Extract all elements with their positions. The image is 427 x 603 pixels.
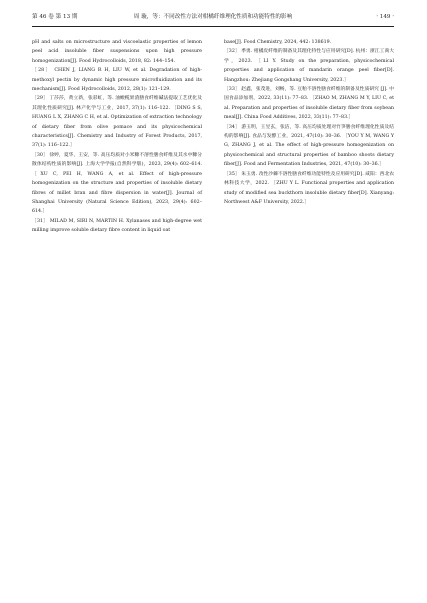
reference-entry: ［31］ MILAD M, SIRI N, MARTIN H. Xylanases and high-degree wet milling improve soluble dietary fibre content in liquid oat: [32, 218, 202, 234]
running-header: [32, 10, 394, 24]
reference-entry: ［33］ 赵鑫，张茂进，刘畅，等. 豆粕不溶性膳食纤维的制备及性质研究 [J]. 中国食品添加剂，2022, 33(11): 77–83. ［ZHAO M, ZHANG M Y, LIU C, et al. Preparation and properties of insoluble dietary fiber from soybean meal[J]. China Food Additives, 2022, 33(11): 77–83.］: [224, 87, 394, 121]
reference-entry: ［29］ 丁莎莎，黄立新，张彩虹，等. 油橄榄果渣膳食纤维碱法提取工艺优化及其理化性质研究[J]. 林产化学与工业，2017, 37(1): 116–122. ［DING S S, HUANG L X, ZHANG C H, et al. Optimization of extraction technology of dietary fiber from olive pomace and its physicochemical characteristics[J]. Chemistry and Industry of Forest Products, 2017, 37(1): 116–122.］: [32, 96, 202, 149]
references-right-column: [224, 38, 394, 207]
references-left-column: [32, 38, 202, 236]
header-divider: [32, 26, 394, 27]
reference-entry: base[J]. Food Chemistry, 2024, 442: 138619.: [224, 40, 332, 45]
reference-entry: ［28］ CHEN J, LIANG R H, LIU W, et al. Degradation of high-methoxyl pectin by dynamic high pressure microfluidization and its mechanism[J]. Food Hydrocolloids, 2012, 28(1): 121–129.: [32, 68, 202, 93]
reference-entry: ［32］ 季勇. 柑橘皮纤维的制备及其理化特性与应用研究[D]. 杭州：浙江工商大学，2023. ［LI Y. Study on the preparation, physicochemical properties and application of mandarin orange peel fiber[D]. Hangzhou: Zhejiang Gongshang University, 2023.］: [224, 49, 394, 83]
reference-entry: ［30］ 徐婷，夏华，王安，等. 高压均质对小米糠不溶性膳食纤维及其水中糠分散体结构性质的影响[J]. 上海大学学报(自然科学版)，2023, 29(4): 602–614. ［XU C, PEI H, WANG A, et al. Effect of high-pressure homogenization on the structure and properties of insoluble dietary fibres of millet bran and fibre dispersion in water[J]. Journal of Shanghai University (Natural Science Edition), 2023, 29(4): 602–614.］: [32, 152, 202, 215]
reference-entry: ［34］ 游玉明，王昱玄，张洁，等. 高压均质处理对竹笋膳食纤维理化性质及结构的影响[J]. 食品与发酵工业，2021, 47(10): 30–36. ［YOU Y M, WANG Y G, ZHANG J, et al. The effect of high-pressure homogenization on physicochemical and structural properties of bamboo shoots dietary fiber[J]. Food and Fermentation Industries, 2021, 47(10): 30–36.］: [224, 124, 394, 168]
reference-entry: pH and salts on microstructure and viscoelastic properties of lemon peel acid insoluble fiber suspensions upon high pressure homogenization[J]. Food Hydrocolloids, 2018, 82: 144–154.: [32, 40, 202, 64]
journal-volume: 第 46 卷 第 13 期: [32, 14, 78, 20]
running-title: 周 璇，等：不同改性方法对柑橘纤维理化性质和功能特性的影响: [133, 14, 293, 20]
page-number: · 149 ·: [376, 14, 394, 20]
reference-entry: ［35］ 朱玉勇. 改性沙棘不溶性膳食纤维功能特性及应用研究[D]. 咸阳：西北农林科技大学，2022. ［ZHU Y L. Functional properties and application study of modified sea buckthorn insoluble dietary fiber[D]. Xianyang: Northwest A&F University, 2022.］: [224, 171, 394, 205]
